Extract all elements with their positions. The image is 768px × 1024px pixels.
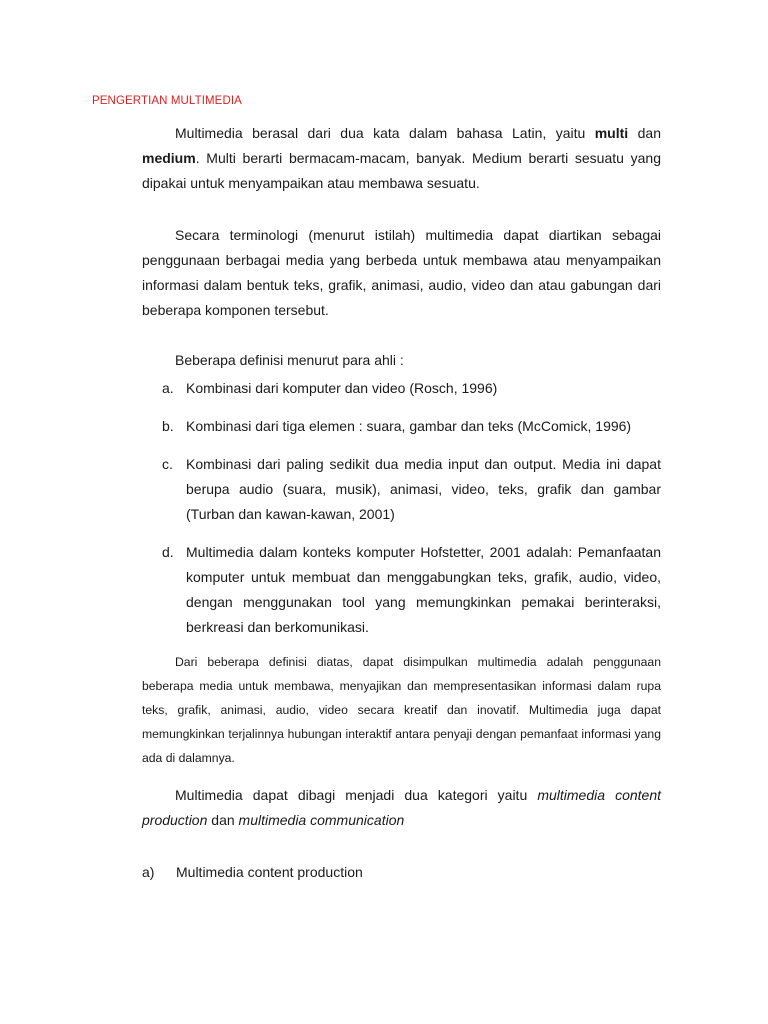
text-run: dan: [207, 812, 239, 828]
paragraph-origin: [142, 121, 661, 196]
definition-item-a: [162, 376, 661, 401]
list-marker: a.: [162, 380, 174, 396]
definition-item-c: [162, 452, 661, 527]
text-run: Multimedia berasal dari dua kata dalam bahasa Latin, yaitu: [175, 125, 595, 141]
paragraph-terminology: Secara terminologi (menurut istilah) multimedia dapat diartikan sebagai penggunaan berbagai media yang berbeda untuk membawa atau menyampaikan informasi dalam bentuk teks, grafik, animasi, audio, video dan atau gabungan dari beberapa komponen tersebut.: [142, 227, 661, 318]
list-text: Multimedia dalam konteks komputer Hofstetter, 2001 adalah: Pemanfaatan komputer untuk membuat dan menggabungkan teks, grafik, audio, video, dengan menggunakan tool yang memungkinkan pemakai berinteraksi, berkreasi dan berkomunikasi.: [186, 544, 661, 635]
list-marker: a): [142, 864, 155, 880]
definitions-intro: Beberapa definisi menurut para ahli :: [175, 352, 404, 368]
text-run: Multimedia dapat dibagi menjadi dua kategori yaitu: [175, 787, 538, 803]
definition-item-d: [162, 540, 661, 640]
definition-item-b: [162, 414, 661, 439]
list-marker: b.: [162, 418, 174, 434]
italic-term-communication: multimedia communication: [238, 812, 405, 828]
section-heading: PENGERTIAN MULTIMEDIA: [92, 95, 242, 107]
text-run: . Multi berarti bermacam-macam, banyak. Medium berarti sesuatu yang dipakai untuk menyampaikan atau membawa sesuatu.: [142, 150, 661, 191]
list-text: Kombinasi dari komputer dan video (Rosch, 1996): [186, 380, 498, 396]
paragraph-conclusion: Dari beberapa definisi diatas, dapat disimpulkan multimedia adalah penggunaan beberapa media untuk membawa, menyajikan dan mempresentasikan informasi dalam rupa teks, grafik, animasi, audio, video secara kreatif dan inovatif. Multimedia juga dapat memungkinkan terjalinnya hubungan interaktif antara penyaji dengan pemanfaat informasi yang ada di dalamnya.: [142, 655, 661, 765]
paragraph-categories: [142, 783, 661, 833]
italic-term-content-production: multimedia content production: [142, 787, 661, 828]
subheading-text: Multimedia content production: [176, 864, 363, 880]
subheading-content-production: [142, 860, 363, 885]
bold-term-medium: medium: [142, 150, 196, 166]
list-marker: c.: [162, 456, 173, 472]
list-text: Kombinasi dari tiga elemen : suara, gambar dan teks (McComick, 1996): [186, 418, 632, 434]
bold-term-multi: multi: [594, 125, 629, 141]
list-text: Kombinasi dari paling sedikit dua media input dan output. Media ini dapat berupa audio (suara, musik), animasi, video, teks, grafik dan gambar (Turban dan kawan-kawan, 2001): [186, 456, 661, 522]
text-run: dan: [628, 125, 661, 141]
list-marker: d.: [162, 544, 174, 560]
